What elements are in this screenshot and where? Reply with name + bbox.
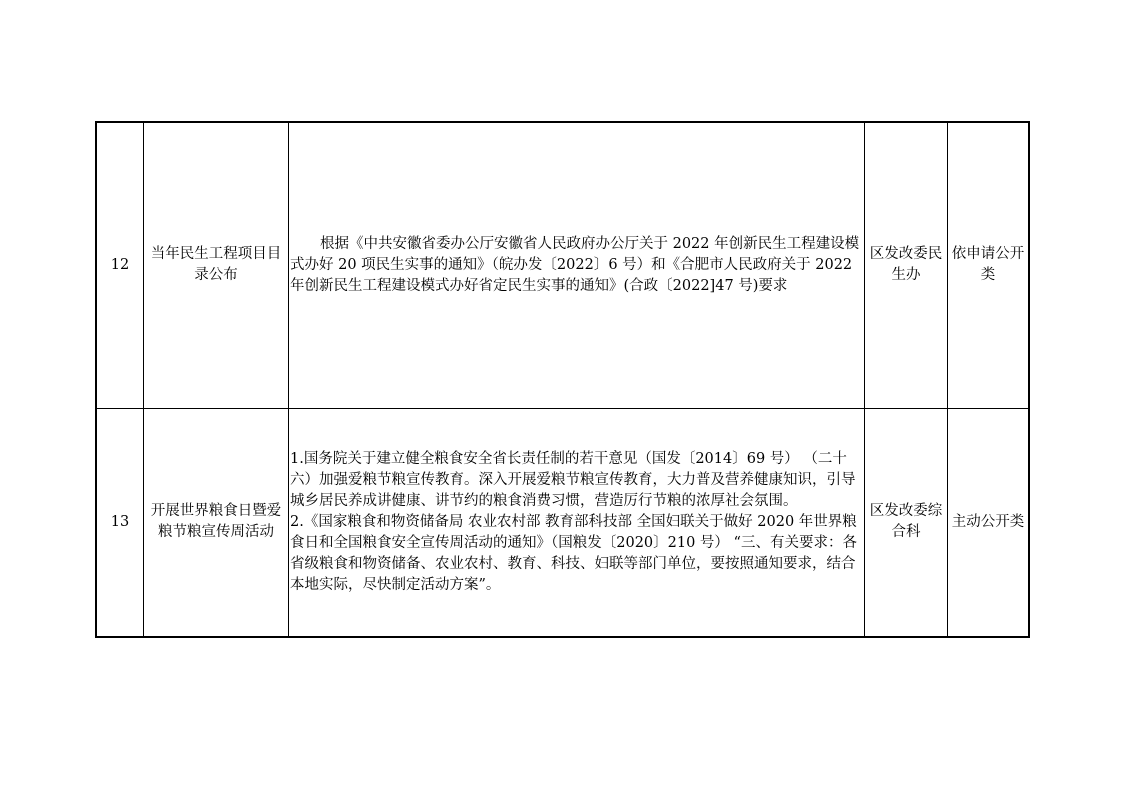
basis-paragraph-1: 1.国务院关于建立健全粮食安全省长责任制的若干意见（国发〔2014〕69 号） （二十六）加强爱粮节粮宣传教育。深入开展爱粮节粮宣传教育，大力普及营养健康知识，引导城乡居民养成讲健康、讲节约的粮食消费习惯，营造厉行节粮的浓厚社会氛围。 [290, 450, 856, 509]
responsible-unit-cell [865, 408, 948, 637]
basis-cell [289, 122, 865, 408]
row-number: 12 [96, 122, 144, 408]
responsible-unit-cell [865, 122, 948, 408]
table-row [96, 122, 1029, 408]
basis-paragraph-2: 2.《国家粮食和物资储备局 农业农村部 教育部科技部 全国妇联关于做好 2020 年世界粮食日和全国粮食安全宣传周活动的通知》（国粮发〔2020〕210 号） “三、有关要求：各省级粮食和物资储备、农业农村、教育、科技、妇联等部门单位，要按照通知要求，结合本地实际，尽快制定活动方案”。 [290, 513, 857, 593]
item-name: 开展世界粮食日暨爱粮节粮宣传周活动 [150, 503, 282, 541]
row-number: 13 [96, 408, 144, 637]
item-name: 当年民生工程项目目录公布 [150, 246, 282, 284]
item-name-cell [144, 408, 289, 637]
responsible-unit: 区发改委综合科 [869, 503, 943, 541]
disclosure-type-cell [948, 408, 1030, 637]
item-name-cell [144, 122, 289, 408]
table-row [96, 408, 1029, 637]
disclosure-type: 依申请公开类 [951, 246, 1025, 284]
disclosure-type-cell [948, 122, 1030, 408]
basis-text: 根据《中共安徽省委办公厅安徽省人民政府办公厅关于 2022 年创新民生工程建设模式办好 20 项民生实事的通知》（皖办发〔2022〕6 号）和《合肥市人民政府关于 2022 年创新民生工程建设模式办好省定民生实事的通知》(合政〔2022]47 号)要求 [290, 235, 860, 294]
basis-cell [289, 408, 865, 637]
disclosure-table [95, 121, 1030, 638]
disclosure-type: 主动公开类 [951, 513, 1025, 530]
responsible-unit: 区发改委民生办 [869, 246, 943, 284]
